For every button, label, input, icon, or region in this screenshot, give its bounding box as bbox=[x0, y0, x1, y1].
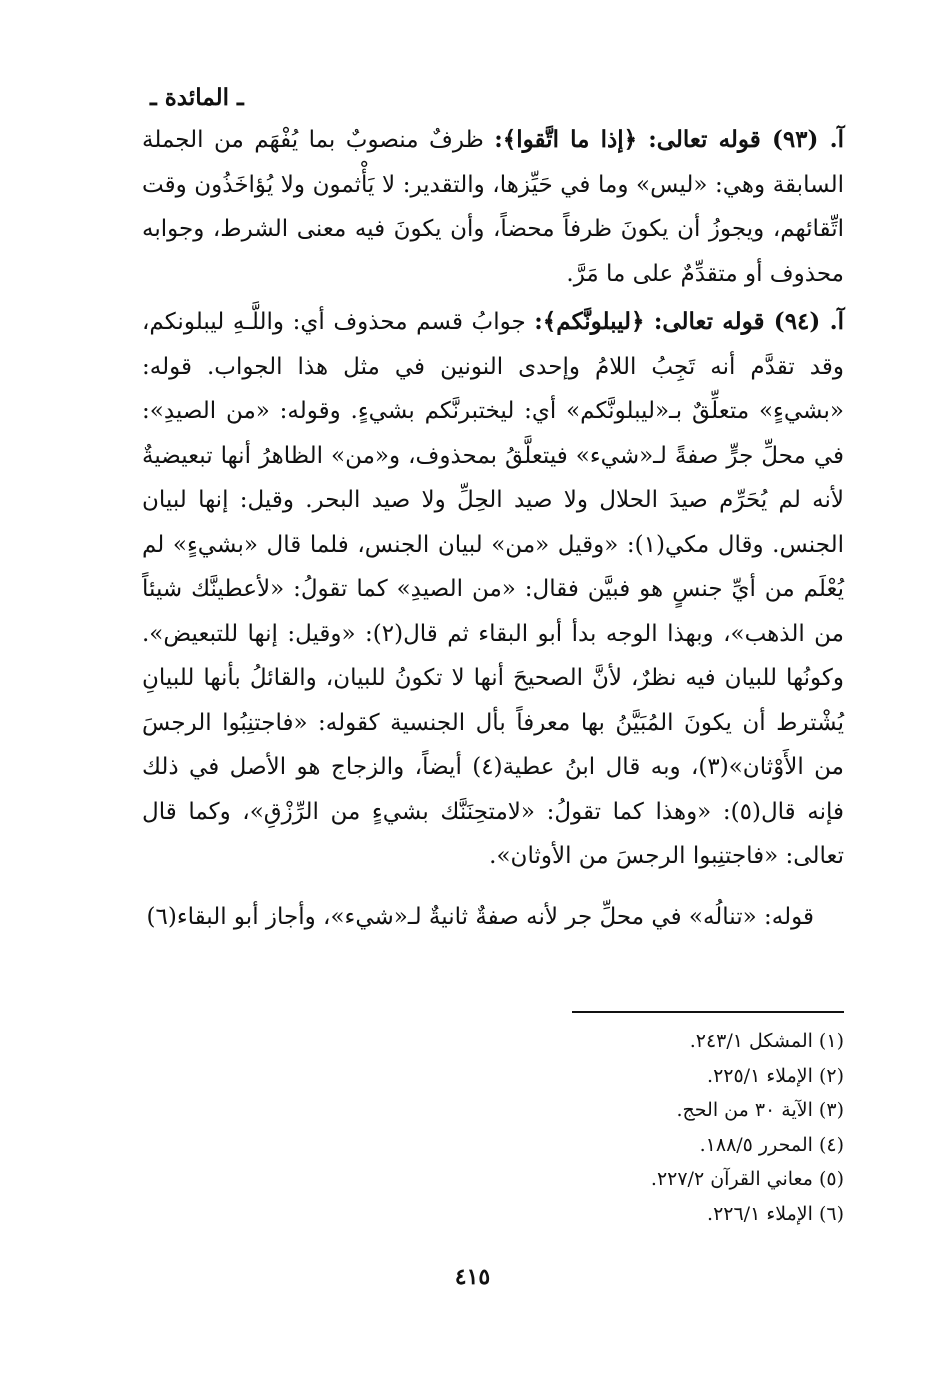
verse-reference: آ. (٩٤) قوله تعالى: ﴿ليبلونَّكم﴾: bbox=[534, 308, 844, 335]
paragraph-text: ظرفٌ منصوبٌ بما يُفْهَم من الجملة السابقة وهي: «ليس» وما في حَيِّزها، والتقدير: لا يَأْثمون ولا يُؤاخَذُون وقت اتِّقائهم، ويجوزُ أن يكونَ ظرفاً محضاً، وأن يكونَ فيه معنى الشرط، وجوابه محذوف أو متقدِّمٌ على ما مَرَّ. bbox=[142, 127, 844, 287]
footnote-divider bbox=[572, 1011, 844, 1013]
footnote-item: (٤) المحرر ١٨٨/٥. bbox=[699, 1133, 844, 1156]
footnote-item: (١) المشكل ٢٤٣/١. bbox=[689, 1030, 844, 1052]
paragraph-text: جوابُ قسم محذوف أي: واللَّـهِ ليبلونكم، وقد تقدَّم أنه تَجِبُ اللامُ وإحدى النونين في مثل هذا الجواب. قوله: «بشيءٍ» متعلِّقٌ بـ«ليبلونَّكم» أي: ليختبرنَّكم بشيءٍ. وقوله: «من الصيدِ»: في محلِّ جرٍّ صفةً لـ«شيء» فيتعلَّقُ بمحذوف، و«من» الظاهرُ أنها تبعيضيةٌ لأنه لم يُحَرِّم صيدَ الحلال ولا صيد الحِلِّ ولا صيد البحر. وقيل: إنها لبيان الجنس. وقال مكي(١): «وقيل «من» لبيان الجنس، فلما قال «بشيءٍ» لم يُعْلَم من أيِّ جنسٍ هو فبيَّن فقال: «من الصيدِ» كما تقولُ: «لأعطينَّك شيئاً من الذهب»، وبهذا الوجه بدأ أبو البقاء ثم قال(٢): «وقيل: إنها للتبعيض». وكونُها للبيان فيه نظرٌ، لأنَّ الصحيحَ أنها لا تكونُ للبيان، والقائلُ بأنها للبيانِ يُشْترط أن يكونَ المُبَيَّنُ بها معرفاً بأل الجنسية كقوله: «فاجتنِبُوا الرجسَ من الأَوْثان»(٣)، وبه قال ابنُ عطية(٤) أيضاً، والزجاج هو الأصل في ذلك فإنه قال(٥): «وهذا كما تقولُ: «لامتحِنَنَّك بشيءٍ من الرِّزْقِ»، وكما قال تعالى: «فاجتنِبوا الرجسَ من الأوثان». bbox=[142, 309, 845, 869]
footnotes bbox=[400, 1024, 844, 1231]
footnote-item: (٥) معاني القرآن ٢٢٧/٢. bbox=[650, 1168, 844, 1190]
verse-reference: آ. (٩٣) قوله تعالى: ﴿إذا ما اتَّقوا﴾: bbox=[494, 126, 844, 153]
running-header: ـ المائدة ـ bbox=[150, 84, 244, 111]
footnote-item: (٦) الإملاء ٢٢٦/١. bbox=[707, 1202, 844, 1225]
paragraph-continuation: قوله: «تنالُه» في محلِّ جر لأنه صفةٌ ثانيةٌ لـ«شيء»، وأجاز أبو البقاء(٦) bbox=[146, 903, 814, 930]
footnote-item: (٣) الآية ٣٠ من الحج. bbox=[676, 1099, 844, 1121]
footnote-item: (٢) الإملاء ٢٢٥/١. bbox=[707, 1064, 844, 1087]
paragraph-verse-93 bbox=[142, 118, 844, 296]
main-text bbox=[142, 118, 844, 939]
page-number: ٤١٥ bbox=[454, 1264, 491, 1290]
paragraph-verse-94 bbox=[142, 300, 844, 879]
